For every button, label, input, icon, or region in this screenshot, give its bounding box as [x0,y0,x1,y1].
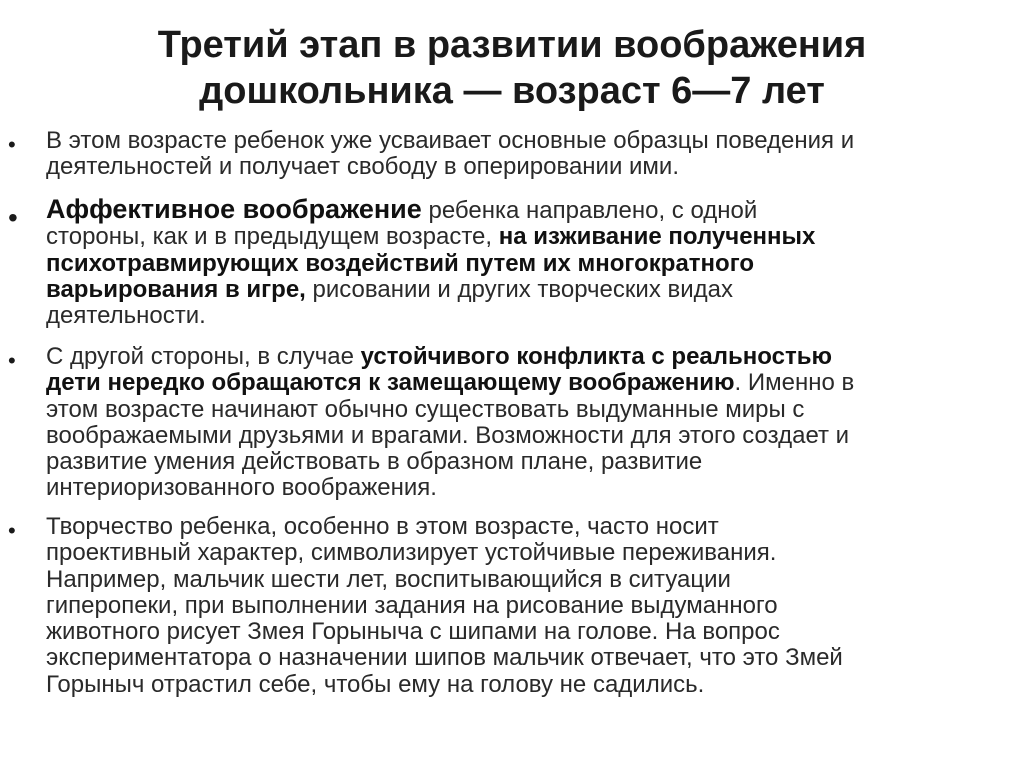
text-span: ребенка направлено, с одной [421,197,758,224]
text-line: деятельностей и получает свободу в оперировании ими. [46,153,679,181]
text-line [46,196,1016,224]
text-span: . Именно в [734,369,855,397]
text-line [46,224,1016,250]
text-span: рисовании и других творческих видах [305,275,733,303]
text-line: этом возрасте начинают обычно существовать выдуманные миры с [46,395,805,423]
slide-title-line-1: Третий этап в развитии воображения [157,24,867,66]
text-line [46,251,1016,277]
bullet-text [46,128,1016,181]
bold-phrase: на изживание полученных [498,223,816,251]
bold-phrase: дети нередко обращаются к замещающему воображению [46,369,735,397]
slide-title [0,22,1024,114]
bold-phrase: устойчивого конфликта с реальностью [360,343,832,370]
text-line: гиперопеки, при выполнении задания на рисование выдуманного [46,591,778,619]
slide-title-line-2: дошкольника — возраст 6—7 лет [199,70,825,112]
bold-term: Аффективное воображение [46,194,422,224]
text-span: С другой стороны, в случае [46,343,361,370]
text-line [46,344,1016,370]
bold-phrase: варьирования в игре, [46,275,306,303]
bullet-text [46,196,1016,329]
text-line: В этом возрасте ребенок уже усваивает основные образцы поведения и [46,127,855,154]
text-line: Например, мальчик шести лет, воспитывающийся в ситуации [46,565,731,593]
text-line: воображаемыми друзьями и врагами. Возможности для этого создает и [46,421,850,449]
bullet-dot-icon: • [8,132,16,157]
text-line [46,277,1016,303]
text-line: экспериментатора о назначении шипов мальчик отвечает, что это Змей [46,644,843,672]
text-line: проективный характер, символизирует устойчивые переживания. [46,539,777,567]
bullet-dot-icon: • [8,202,18,233]
bullet-dot-icon: • [8,518,16,543]
bullet-text [46,514,1016,698]
text-line: развитие умения действовать в образном плане, развитие [46,448,703,476]
text-line: Горыныч отрастил себе, чтобы ему на голову не садились. [46,670,705,698]
text-line: интериоризованного воображения. [46,474,437,502]
text-line: Творчество ребенка, особенно в этом возрасте, часто носит [46,513,719,540]
bullet-dot-icon: • [8,348,16,373]
bullet-text [46,344,1016,502]
text-span: стороны, как и в предыдущем возрасте, [46,223,499,251]
bold-phrase: психотравмирующих воздействий путем их многократного [46,249,755,277]
text-line: деятельности. [46,302,206,330]
text-line [46,370,1016,396]
text-line: животного рисует Змея Горыныча с шипами на голове. На вопрос [46,618,780,646]
